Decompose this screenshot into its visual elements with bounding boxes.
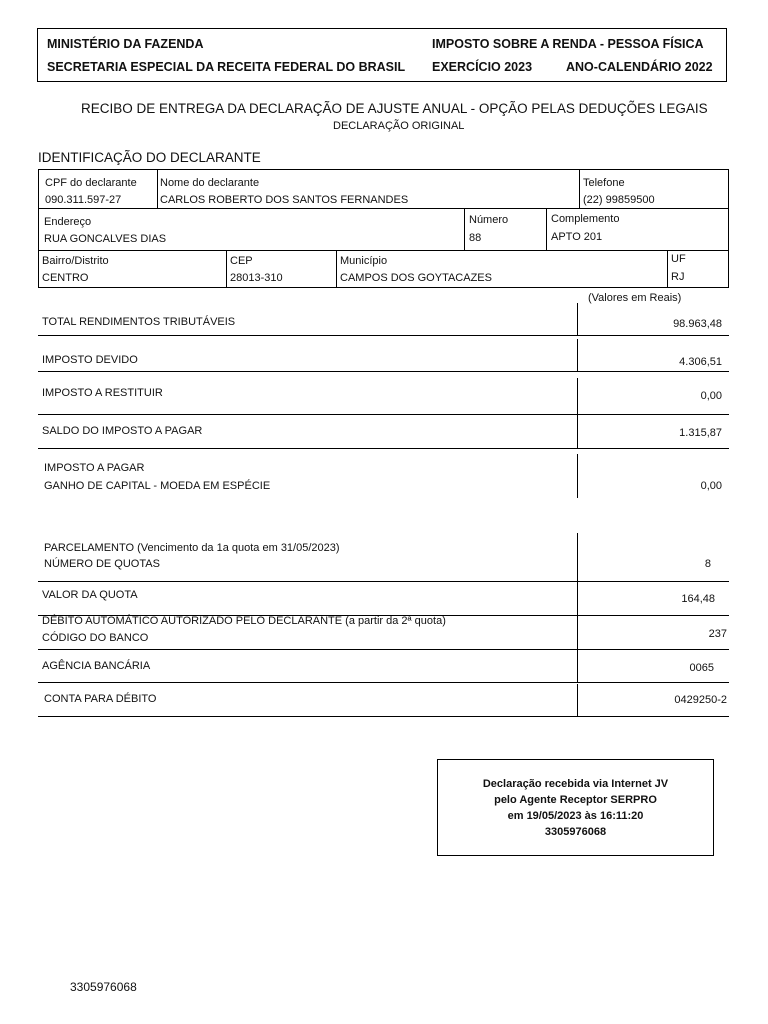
section-title: IDENTIFICAÇÃO DO DECLARANTE [38,150,261,165]
tax-due-value: 4.306,51 [679,356,722,368]
stamp-line-3: em 19/05/2023 às 16:11:20 [507,810,644,822]
values-note: (Valores em Reais) [588,292,682,304]
auto-debit-label: DÉBITO AUTOMÁTICO AUTORIZADO PELO DECLARANTE (a partir da 2ª quota) [42,615,446,627]
balance-payable-label: SALDO DO IMPOSTO A PAGAR [42,425,203,437]
complement-value: APTO 201 [551,231,603,243]
tax-type-label: IMPOSTO SOBRE A RENDA - PESSOA FÍSICA [432,37,704,51]
stamp-line-2: pelo Agente Receptor SERPRO [494,794,657,806]
cpf-value: 090.311.597-27 [45,194,122,206]
quota-value-value: 164,48 [681,593,715,605]
quota-value-label: VALOR DA QUOTA [42,589,138,601]
identification-table [38,169,729,288]
quota-count-value: 8 [704,558,711,570]
receipt-stamp [437,759,714,856]
document-subtitle: DECLARAÇÃO ORIGINAL [333,120,465,132]
total-income-value: 98.963,48 [673,318,722,330]
debit-account-value: 0429250-2 [674,694,727,706]
number-value: 88 [469,232,482,244]
secretariat-label: SECRETARIA ESPECIAL DA RECEITA FEDERAL DO BRASIL [47,60,406,74]
uf-value: RJ [671,271,685,283]
balance-payable-value: 1.315,87 [679,427,722,439]
tax-payable-label: IMPOSTO A PAGAR [44,462,145,474]
uf-label: UF [671,253,686,265]
debit-account-label: CONTA PARA DÉBITO [44,693,157,705]
cep-label: CEP [230,255,253,267]
stamp-line-4: 3305976068 [544,826,607,838]
city-value: CAMPOS DOS GOYTACAZES [340,272,492,284]
bank-code-value: 237 [708,628,727,640]
name-label: Nome do declarante [160,177,260,189]
installment-label: PARCELAMENTO (Vencimento da 1a quota em 31/05/2023) [44,542,340,554]
tax-due-label: IMPOSTO DEVIDO [42,354,138,366]
ministry-label: MINISTÉRIO DA FAZENDA [47,37,204,51]
bank-code-label: CÓDIGO DO BANCO [42,632,149,644]
address-label: Endereço [44,216,92,228]
cep-value: 28013-310 [230,272,283,284]
name-value: CARLOS ROBERTO DOS SANTOS FERNANDES [160,194,409,206]
quota-count-label: NÚMERO DE QUOTAS [44,558,160,570]
stamp-line-1: Declaração recebida via Internet JV [482,778,669,790]
address-value: RUA GONCALVES DIAS [44,233,167,245]
footer-code: 3305976068 [70,980,137,994]
phone-value: (22) 99859500 [583,194,655,206]
tax-refund-value: 0,00 [700,390,722,402]
phone-label: Telefone [583,177,625,189]
bank-branch-label: AGÊNCIA BANCÁRIA [42,660,151,672]
city-label: Município [340,255,388,267]
number-label: Número [469,214,509,226]
document-title: RECIBO DE ENTREGA DA DECLARAÇÃO DE AJUSTE ANUAL - OPÇÃO PELAS DEDUÇÕES LEGAIS [81,101,708,116]
capital-gain-label: GANHO DE CAPITAL - MOEDA EM ESPÉCIE [44,480,271,492]
total-income-label: TOTAL RENDIMENTOS TRIBUTÁVEIS [42,316,236,328]
district-label: Bairro/Distrito [42,255,109,267]
capital-gain-value: 0,00 [700,480,722,492]
cpf-label: CPF do declarante [45,177,137,189]
district-value: CENTRO [42,272,89,284]
bank-branch-value: 0065 [689,662,714,674]
exercise-label: EXERCÍCIO 2023 [432,60,533,74]
complement-label: Complemento [551,213,620,225]
tax-refund-label: IMPOSTO A RESTITUIR [42,387,163,399]
calendar-year-label: ANO-CALENDÁRIO 2022 [566,60,713,74]
